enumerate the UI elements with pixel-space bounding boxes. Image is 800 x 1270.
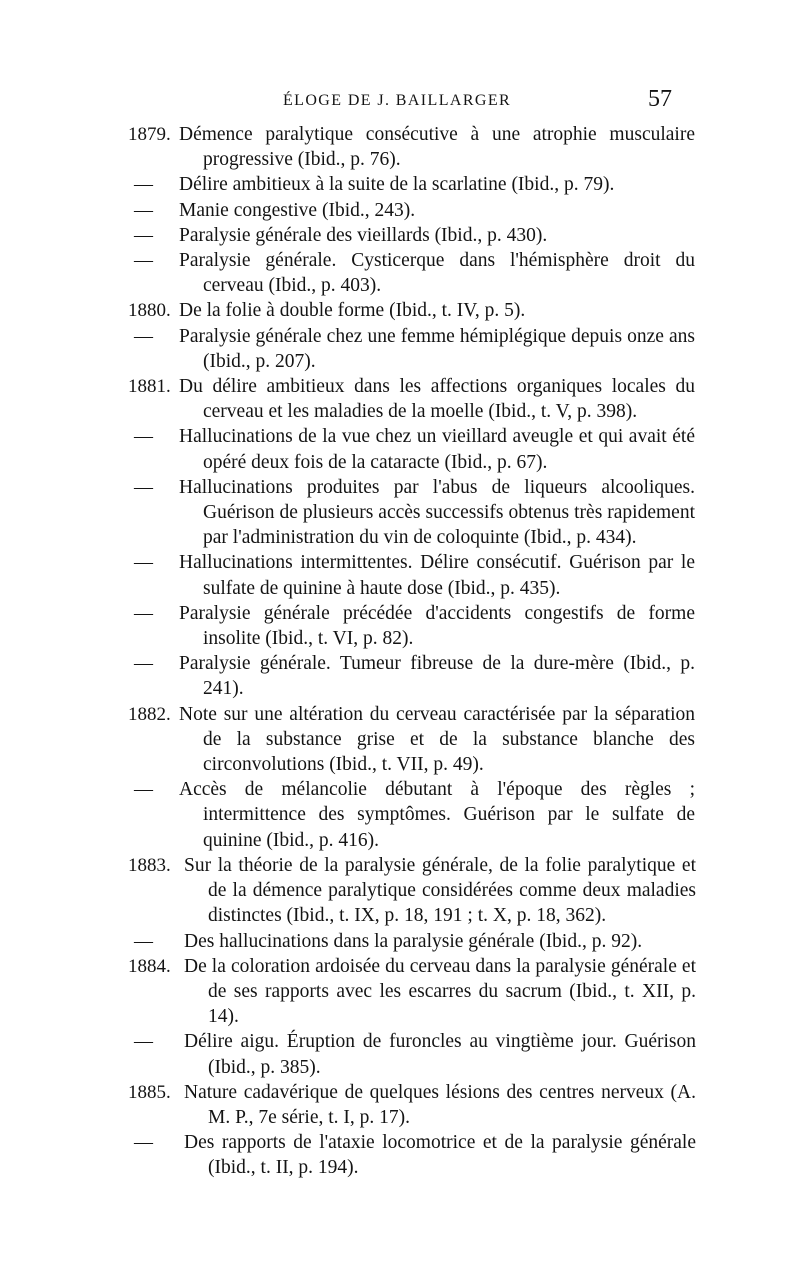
running-header <box>0 86 800 116</box>
list-item <box>0 198 800 223</box>
entry-text: Hallucinations de la vue chez un vieillard aveugle et qui avait été opéré deux fois de la cataracte (Ibid., p. 67). <box>179 426 695 473</box>
entry-year: — <box>134 1132 153 1154</box>
entry-text: Délire aigu. Éruption de furoncles au vingtième jour. Guérison (Ibid., p. 385). <box>184 1031 696 1078</box>
list-item <box>0 223 800 248</box>
entry-text: Nature cadavérique de quelques lésions des centres nerveux (A. M. P., 7e série, t. I, p. 17). <box>184 1081 696 1128</box>
entry-text: Note sur une altération du cerveau caractérisée par la séparation de la substance grise et de la substance blanche des circonvolutions (Ibid., t. VII, p. 49). <box>179 703 695 776</box>
entry-text: Du délire ambitieux dans les affections organiques locales du cerveau et les maladies de la moelle (Ibid., t. V, p. 398). <box>179 376 695 423</box>
entry-year: 1883. <box>128 854 171 876</box>
entry-text: Sur la théorie de la paralysie générale, de la folie paralytique et de la démence paralytique considérées comme deux maladies distinctes (Ibid., t. IX, p. 18, 191 ; t. X, p. 18, 362). <box>184 854 696 927</box>
running-title: ÉLOGE DE J. BAILLARGER <box>283 92 512 109</box>
entry-year: 1879. <box>128 124 171 145</box>
entry-year: — <box>134 174 153 196</box>
list-item <box>0 777 800 853</box>
entry-year: 1884. <box>128 955 171 977</box>
entry-text: Hallucinations produites par l'abus de liqueurs alcooliques. Guérison de plusieurs accès successifs obtenus très rapidement par l'administration du vin de coloquinte (Ibid., p. 434). <box>179 476 695 549</box>
entry-text: Des rapports de l'ataxie locomotrice et de la paralysie générale (Ibid., t. II, p. 194). <box>184 1132 696 1179</box>
entry-year: — <box>134 653 153 675</box>
list-item <box>0 651 800 701</box>
list-item <box>0 929 800 954</box>
entry-text: Paralysie générale chez une femme hémiplégique depuis onze ans (Ibid., p. 207). <box>179 325 695 372</box>
entry-text: De la coloration ardoisée du cerveau dans la paralysie générale et de ses rapports avec les escarres du sacrum (Ibid., t. XII, p. 14). <box>184 955 696 1028</box>
list-item <box>0 601 800 651</box>
entry-year: — <box>134 426 153 448</box>
list-item <box>0 702 800 778</box>
entry-year: — <box>134 476 153 498</box>
list-item <box>0 550 800 600</box>
list-item <box>0 853 800 929</box>
page-number: 57 <box>648 86 672 112</box>
list-item <box>0 324 800 374</box>
entry-year: 1880. <box>128 300 171 322</box>
list-item <box>0 172 800 197</box>
list-item <box>0 1130 800 1180</box>
entry-year: 1882. <box>128 703 171 725</box>
entry-year: — <box>134 250 153 272</box>
entry-text: Des hallucinations dans la paralysie générale (Ibid., p. 92). <box>184 930 643 952</box>
entry-year: 1881. <box>128 376 171 398</box>
list-item <box>0 122 800 172</box>
list-item <box>0 1029 800 1079</box>
entry-year: — <box>134 552 153 574</box>
entry-year: — <box>134 602 153 624</box>
entry-text: Manie congestive (Ibid., 243). <box>179 199 416 221</box>
entry-year: — <box>134 224 153 246</box>
entry-year: 1885. <box>128 1081 171 1103</box>
list-item <box>0 954 800 1030</box>
entry-text: Paralysie générale. Tumeur fibreuse de la dure-mère (Ibid., p. 241). <box>179 653 695 700</box>
entry-text: Délire ambitieux à la suite de la scarlatine (Ibid., p. 79). <box>179 174 615 196</box>
entry-text: De la folie à double forme (Ibid., t. IV, p. 5). <box>179 300 526 322</box>
bibliography-list <box>0 122 800 1181</box>
entry-text: Hallucinations intermittentes. Délire consécutif. Guérison par le sulfate de quinine à haute dose (Ibid., p. 435). <box>179 552 695 599</box>
entry-text: Paralysie générale précédée d'accidents congestifs de forme insolite (Ibid., t. VI, p. 82). <box>179 602 695 650</box>
entry-text: Démence paralytique consécutive à une atrophie musculaire progressive (Ibid., p. 76). <box>179 124 695 171</box>
list-item <box>0 1080 800 1130</box>
entry-year: — <box>134 325 153 347</box>
entry-text: Paralysie générale des vieillards (Ibid., p. 430). <box>179 224 548 246</box>
entry-year: — <box>134 1031 153 1053</box>
list-item <box>0 475 800 551</box>
entry-text: Accès de mélancolie débutant à l'époque des règles ; intermittence des symptômes. Guérison par le sulfate de quinine (Ibid., p. 416). <box>179 779 695 851</box>
list-item <box>0 424 800 474</box>
entry-year: — <box>134 930 153 952</box>
entry-year: — <box>134 199 153 221</box>
list-item <box>0 298 800 323</box>
list-item <box>0 248 800 298</box>
entry-year: — <box>134 779 153 801</box>
entry-text: Paralysie générale. Cysticerque dans l'hémisphère droit du cerveau (Ibid., p. 403). <box>179 250 695 297</box>
list-item <box>0 374 800 424</box>
